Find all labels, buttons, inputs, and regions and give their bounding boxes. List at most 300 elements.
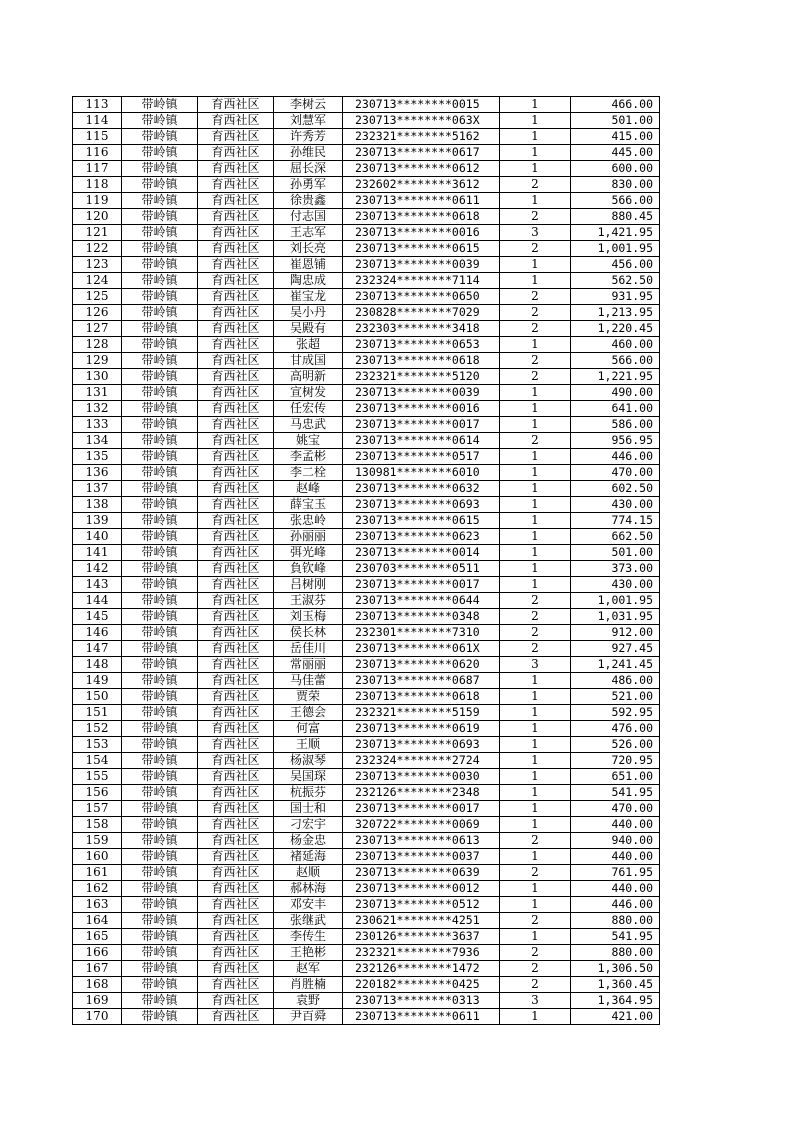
town-cell: 带岭镇 — [122, 113, 198, 129]
table-row — [73, 161, 660, 177]
row-number-cell: 152 — [73, 721, 122, 737]
amount-cell: 1,360.45 — [571, 977, 660, 993]
table-row — [73, 705, 660, 721]
id-number-cell: 130981********6010 — [343, 465, 500, 481]
row-number-cell: 128 — [73, 337, 122, 353]
table-row — [73, 625, 660, 641]
id-number-cell: 230713********0632 — [343, 481, 500, 497]
amount-cell: 521.00 — [571, 689, 660, 705]
row-number-cell: 167 — [73, 961, 122, 977]
id-number-cell: 230713********0612 — [343, 161, 500, 177]
id-number-cell: 230713********0039 — [343, 257, 500, 273]
community-cell: 育西社区 — [198, 721, 274, 737]
id-number-cell: 232324********7114 — [343, 273, 500, 289]
amount-cell: 541.95 — [571, 785, 660, 801]
row-number-cell: 138 — [73, 497, 122, 513]
person-name-cell: 张忠岭 — [274, 513, 343, 529]
household-count-cell: 1 — [500, 673, 571, 689]
household-count-cell: 1 — [500, 721, 571, 737]
amount-cell: 880.45 — [571, 209, 660, 225]
household-count-cell: 1 — [500, 1009, 571, 1025]
person-name-cell: 刁宏宇 — [274, 817, 343, 833]
person-name-cell: 李二栓 — [274, 465, 343, 481]
community-cell: 育西社区 — [198, 881, 274, 897]
household-count-cell: 1 — [500, 753, 571, 769]
community-cell: 育西社区 — [198, 673, 274, 689]
community-cell: 育西社区 — [198, 433, 274, 449]
id-number-cell: 230713********0615 — [343, 241, 500, 257]
person-name-cell: 赵军 — [274, 961, 343, 977]
community-cell: 育西社区 — [198, 961, 274, 977]
table-row — [73, 977, 660, 993]
household-count-cell: 2 — [500, 209, 571, 225]
amount-cell: 501.00 — [571, 113, 660, 129]
community-cell: 育西社区 — [198, 609, 274, 625]
row-number-cell: 164 — [73, 913, 122, 929]
amount-cell: 562.50 — [571, 273, 660, 289]
amount-cell: 470.00 — [571, 801, 660, 817]
row-number-cell: 166 — [73, 945, 122, 961]
id-number-cell: 230828********7029 — [343, 305, 500, 321]
row-number-cell: 157 — [73, 801, 122, 817]
household-count-cell: 2 — [500, 593, 571, 609]
table-row — [73, 513, 660, 529]
town-cell: 带岭镇 — [122, 529, 198, 545]
town-cell: 带岭镇 — [122, 849, 198, 865]
amount-cell: 456.00 — [571, 257, 660, 273]
row-number-cell: 153 — [73, 737, 122, 753]
community-cell: 育西社区 — [198, 977, 274, 993]
household-count-cell: 1 — [500, 145, 571, 161]
amount-cell: 440.00 — [571, 817, 660, 833]
amount-cell: 956.95 — [571, 433, 660, 449]
id-number-cell: 230713********0611 — [343, 193, 500, 209]
table-row — [73, 769, 660, 785]
town-cell: 带岭镇 — [122, 657, 198, 673]
community-cell: 育西社区 — [198, 817, 274, 833]
amount-cell: 446.00 — [571, 897, 660, 913]
amount-cell: 501.00 — [571, 545, 660, 561]
town-cell: 带岭镇 — [122, 369, 198, 385]
table-row — [73, 385, 660, 401]
amount-cell: 1,364.95 — [571, 993, 660, 1009]
amount-cell: 486.00 — [571, 673, 660, 689]
town-cell: 带岭镇 — [122, 97, 198, 113]
person-name-cell: 张继武 — [274, 913, 343, 929]
table-row — [73, 721, 660, 737]
id-number-cell: 232321********5120 — [343, 369, 500, 385]
person-name-cell: 马佳蕾 — [274, 673, 343, 689]
town-cell: 带岭镇 — [122, 449, 198, 465]
community-cell: 育西社区 — [198, 625, 274, 641]
person-name-cell: 何富 — [274, 721, 343, 737]
community-cell: 育西社区 — [198, 145, 274, 161]
town-cell: 带岭镇 — [122, 353, 198, 369]
id-number-cell: 232126********2348 — [343, 785, 500, 801]
id-number-cell: 232321********7936 — [343, 945, 500, 961]
table-row — [73, 145, 660, 161]
id-number-cell: 230713********0693 — [343, 737, 500, 753]
id-number-cell: 230713********0017 — [343, 801, 500, 817]
row-number-cell: 129 — [73, 353, 122, 369]
amount-cell: 931.95 — [571, 289, 660, 305]
household-count-cell: 1 — [500, 897, 571, 913]
town-cell: 带岭镇 — [122, 689, 198, 705]
id-number-cell: 230713********0619 — [343, 721, 500, 737]
person-name-cell: 王德会 — [274, 705, 343, 721]
row-number-cell: 131 — [73, 385, 122, 401]
town-cell: 带岭镇 — [122, 913, 198, 929]
person-name-cell: 高明新 — [274, 369, 343, 385]
community-cell: 育西社区 — [198, 641, 274, 657]
id-number-cell: 230713********0039 — [343, 385, 500, 401]
table-row — [73, 289, 660, 305]
id-number-cell: 232126********1472 — [343, 961, 500, 977]
row-number-cell: 127 — [73, 321, 122, 337]
household-count-cell: 1 — [500, 545, 571, 561]
town-cell: 带岭镇 — [122, 673, 198, 689]
town-cell: 带岭镇 — [122, 145, 198, 161]
household-count-cell: 1 — [500, 273, 571, 289]
id-number-cell: 230713********0615 — [343, 513, 500, 529]
amount-cell: 1,213.95 — [571, 305, 660, 321]
amount-cell: 586.00 — [571, 417, 660, 433]
community-cell: 育西社区 — [198, 401, 274, 417]
amount-cell: 446.00 — [571, 449, 660, 465]
table-row — [73, 865, 660, 881]
id-number-cell: 230713********0611 — [343, 1009, 500, 1025]
amount-cell: 430.00 — [571, 577, 660, 593]
amount-cell: 476.00 — [571, 721, 660, 737]
row-number-cell: 119 — [73, 193, 122, 209]
community-cell: 育西社区 — [198, 833, 274, 849]
amount-cell: 415.00 — [571, 129, 660, 145]
table-row — [73, 609, 660, 625]
row-number-cell: 149 — [73, 673, 122, 689]
household-count-cell: 1 — [500, 449, 571, 465]
table-row — [73, 897, 660, 913]
table-row — [73, 353, 660, 369]
person-name-cell: 许秀芳 — [274, 129, 343, 145]
id-number-cell: 230713********0693 — [343, 497, 500, 513]
amount-cell: 830.00 — [571, 177, 660, 193]
row-number-cell: 147 — [73, 641, 122, 657]
community-cell: 育西社区 — [198, 689, 274, 705]
town-cell: 带岭镇 — [122, 177, 198, 193]
household-count-cell: 1 — [500, 257, 571, 273]
person-name-cell: 姚宝 — [274, 433, 343, 449]
community-cell: 育西社区 — [198, 865, 274, 881]
table-row — [73, 561, 660, 577]
household-count-cell: 2 — [500, 177, 571, 193]
row-number-cell: 170 — [73, 1009, 122, 1025]
town-cell: 带岭镇 — [122, 641, 198, 657]
person-name-cell: 甘成国 — [274, 353, 343, 369]
person-name-cell: 袁野 — [274, 993, 343, 1009]
person-name-cell: 常丽丽 — [274, 657, 343, 673]
row-number-cell: 161 — [73, 865, 122, 881]
household-count-cell: 2 — [500, 977, 571, 993]
community-cell: 育西社区 — [198, 369, 274, 385]
row-number-cell: 122 — [73, 241, 122, 257]
row-number-cell: 162 — [73, 881, 122, 897]
table-row — [73, 321, 660, 337]
community-cell: 育西社区 — [198, 801, 274, 817]
household-count-cell: 2 — [500, 833, 571, 849]
community-cell: 育西社区 — [198, 273, 274, 289]
row-number-cell: 156 — [73, 785, 122, 801]
person-name-cell: 李传生 — [274, 929, 343, 945]
amount-cell: 1,220.45 — [571, 321, 660, 337]
town-cell: 带岭镇 — [122, 865, 198, 881]
town-cell: 带岭镇 — [122, 225, 198, 241]
community-cell: 育西社区 — [198, 417, 274, 433]
household-count-cell: 2 — [500, 321, 571, 337]
amount-cell: 880.00 — [571, 913, 660, 929]
community-cell: 育西社区 — [198, 305, 274, 321]
person-name-cell: 褚延海 — [274, 849, 343, 865]
person-name-cell: 赵顺 — [274, 865, 343, 881]
person-name-cell: 孙丽丽 — [274, 529, 343, 545]
table-row — [73, 689, 660, 705]
table-row — [73, 593, 660, 609]
town-cell: 带岭镇 — [122, 273, 198, 289]
household-count-cell: 2 — [500, 961, 571, 977]
community-cell: 育西社区 — [198, 161, 274, 177]
town-cell: 带岭镇 — [122, 545, 198, 561]
community-cell: 育西社区 — [198, 945, 274, 961]
community-cell: 育西社区 — [198, 497, 274, 513]
town-cell: 带岭镇 — [122, 625, 198, 641]
table-row — [73, 945, 660, 961]
id-number-cell: 232602********3612 — [343, 177, 500, 193]
household-count-cell: 1 — [500, 849, 571, 865]
table-row — [73, 929, 660, 945]
row-number-cell: 130 — [73, 369, 122, 385]
person-name-cell: 徐贵鑫 — [274, 193, 343, 209]
amount-cell: 440.00 — [571, 881, 660, 897]
town-cell: 带岭镇 — [122, 257, 198, 273]
community-cell: 育西社区 — [198, 193, 274, 209]
person-name-cell: 王艳彬 — [274, 945, 343, 961]
id-number-cell: 230621********4251 — [343, 913, 500, 929]
community-cell: 育西社区 — [198, 705, 274, 721]
amount-cell: 566.00 — [571, 193, 660, 209]
id-number-cell: 230703********0511 — [343, 561, 500, 577]
amount-cell: 1,421.95 — [571, 225, 660, 241]
amount-cell: 1,031.95 — [571, 609, 660, 625]
id-number-cell: 230713********0348 — [343, 609, 500, 625]
household-count-cell: 3 — [500, 993, 571, 1009]
household-count-cell: 2 — [500, 369, 571, 385]
town-cell: 带岭镇 — [122, 833, 198, 849]
row-number-cell: 159 — [73, 833, 122, 849]
community-cell: 育西社区 — [198, 849, 274, 865]
town-cell: 带岭镇 — [122, 593, 198, 609]
town-cell: 带岭镇 — [122, 737, 198, 753]
id-number-cell: 230713********0016 — [343, 225, 500, 241]
household-count-cell: 2 — [500, 241, 571, 257]
household-count-cell: 1 — [500, 417, 571, 433]
table-row — [73, 193, 660, 209]
town-cell: 带岭镇 — [122, 193, 198, 209]
person-name-cell: 李树云 — [274, 97, 343, 113]
id-number-cell: 230126********3637 — [343, 929, 500, 945]
id-number-cell: 232303********3418 — [343, 321, 500, 337]
household-count-cell: 2 — [500, 865, 571, 881]
community-cell: 育西社区 — [198, 97, 274, 113]
row-number-cell: 137 — [73, 481, 122, 497]
person-name-cell: 张超 — [274, 337, 343, 353]
household-count-cell: 1 — [500, 193, 571, 209]
table-row — [73, 209, 660, 225]
town-cell: 带岭镇 — [122, 609, 198, 625]
table-row — [73, 801, 660, 817]
community-cell: 育西社区 — [198, 449, 274, 465]
household-count-cell: 1 — [500, 385, 571, 401]
table-row — [73, 97, 660, 113]
person-name-cell: 吴国琛 — [274, 769, 343, 785]
community-cell: 育西社区 — [198, 209, 274, 225]
community-cell: 育西社区 — [198, 481, 274, 497]
person-name-cell: 吴小丹 — [274, 305, 343, 321]
id-number-cell: 232324********2724 — [343, 753, 500, 769]
community-cell: 育西社区 — [198, 785, 274, 801]
household-count-cell: 1 — [500, 481, 571, 497]
community-cell: 育西社区 — [198, 929, 274, 945]
household-count-cell: 1 — [500, 737, 571, 753]
table-row — [73, 417, 660, 433]
person-name-cell: 崔宝龙 — [274, 289, 343, 305]
row-number-cell: 123 — [73, 257, 122, 273]
household-count-cell: 2 — [500, 625, 571, 641]
community-cell: 育西社区 — [198, 465, 274, 481]
person-name-cell: 尹百舜 — [274, 1009, 343, 1025]
table-row — [73, 113, 660, 129]
id-number-cell: 230713********0313 — [343, 993, 500, 1009]
amount-cell: 460.00 — [571, 337, 660, 353]
row-number-cell: 114 — [73, 113, 122, 129]
household-count-cell: 1 — [500, 465, 571, 481]
row-number-cell: 120 — [73, 209, 122, 225]
amount-cell: 1,221.95 — [571, 369, 660, 385]
town-cell: 带岭镇 — [122, 129, 198, 145]
person-name-cell: 刘长亮 — [274, 241, 343, 257]
table-row — [73, 225, 660, 241]
table-row — [73, 241, 660, 257]
household-count-cell: 1 — [500, 785, 571, 801]
amount-cell: 720.95 — [571, 753, 660, 769]
person-name-cell: 付志国 — [274, 209, 343, 225]
community-cell: 育西社区 — [198, 113, 274, 129]
town-cell: 带岭镇 — [122, 513, 198, 529]
id-number-cell: 230713********0037 — [343, 849, 500, 865]
town-cell: 带岭镇 — [122, 289, 198, 305]
household-count-cell: 3 — [500, 225, 571, 241]
amount-cell: 445.00 — [571, 145, 660, 161]
person-name-cell: 吴殿有 — [274, 321, 343, 337]
table-row — [73, 849, 660, 865]
person-name-cell: 刘慧军 — [274, 113, 343, 129]
amount-cell: 592.95 — [571, 705, 660, 721]
town-cell: 带岭镇 — [122, 497, 198, 513]
town-cell: 带岭镇 — [122, 785, 198, 801]
amount-cell: 421.00 — [571, 1009, 660, 1025]
town-cell: 带岭镇 — [122, 321, 198, 337]
household-count-cell: 1 — [500, 929, 571, 945]
id-number-cell: 320722********0069 — [343, 817, 500, 833]
community-cell: 育西社区 — [198, 321, 274, 337]
row-number-cell: 169 — [73, 993, 122, 1009]
person-name-cell: 任宏传 — [274, 401, 343, 417]
person-name-cell: 贾荣 — [274, 689, 343, 705]
id-number-cell: 220182********0425 — [343, 977, 500, 993]
row-number-cell: 115 — [73, 129, 122, 145]
amount-cell: 373.00 — [571, 561, 660, 577]
community-cell: 育西社区 — [198, 177, 274, 193]
amount-cell: 761.95 — [571, 865, 660, 881]
person-name-cell: 王顺 — [274, 737, 343, 753]
town-cell: 带岭镇 — [122, 417, 198, 433]
town-cell: 带岭镇 — [122, 465, 198, 481]
person-name-cell: 肖胜楠 — [274, 977, 343, 993]
community-cell: 育西社区 — [198, 993, 274, 1009]
amount-cell: 466.00 — [571, 97, 660, 113]
town-cell: 带岭镇 — [122, 753, 198, 769]
row-number-cell: 132 — [73, 401, 122, 417]
id-number-cell: 230713********0015 — [343, 97, 500, 113]
amount-cell: 541.95 — [571, 929, 660, 945]
row-number-cell: 139 — [73, 513, 122, 529]
person-name-cell: 崔恩铺 — [274, 257, 343, 273]
id-number-cell: 230713********0618 — [343, 209, 500, 225]
amount-cell: 600.00 — [571, 161, 660, 177]
person-name-cell: 屈长深 — [274, 161, 343, 177]
table-row — [73, 401, 660, 417]
table-row — [73, 337, 660, 353]
row-number-cell: 140 — [73, 529, 122, 545]
person-name-cell: 刘玉梅 — [274, 609, 343, 625]
table-row — [73, 545, 660, 561]
household-count-cell: 1 — [500, 129, 571, 145]
amount-cell: 602.50 — [571, 481, 660, 497]
id-number-cell: 230713********061X — [343, 641, 500, 657]
household-count-cell: 1 — [500, 497, 571, 513]
household-count-cell: 1 — [500, 881, 571, 897]
row-number-cell: 117 — [73, 161, 122, 177]
row-number-cell: 113 — [73, 97, 122, 113]
household-count-cell: 1 — [500, 161, 571, 177]
id-number-cell: 230713********063X — [343, 113, 500, 129]
id-number-cell: 230713********0014 — [343, 545, 500, 561]
household-count-cell: 2 — [500, 289, 571, 305]
id-number-cell: 230713********0618 — [343, 353, 500, 369]
id-number-cell: 230713********0687 — [343, 673, 500, 689]
household-count-cell: 1 — [500, 561, 571, 577]
amount-cell: 1,306.50 — [571, 961, 660, 977]
household-count-cell: 1 — [500, 337, 571, 353]
table-row — [73, 129, 660, 145]
row-number-cell: 158 — [73, 817, 122, 833]
household-count-cell: 1 — [500, 113, 571, 129]
id-number-cell: 232301********7310 — [343, 625, 500, 641]
id-number-cell: 230713********0012 — [343, 881, 500, 897]
town-cell: 带岭镇 — [122, 801, 198, 817]
row-number-cell: 168 — [73, 977, 122, 993]
person-name-cell: 王淑芬 — [274, 593, 343, 609]
household-count-cell: 2 — [500, 433, 571, 449]
household-count-cell: 1 — [500, 401, 571, 417]
